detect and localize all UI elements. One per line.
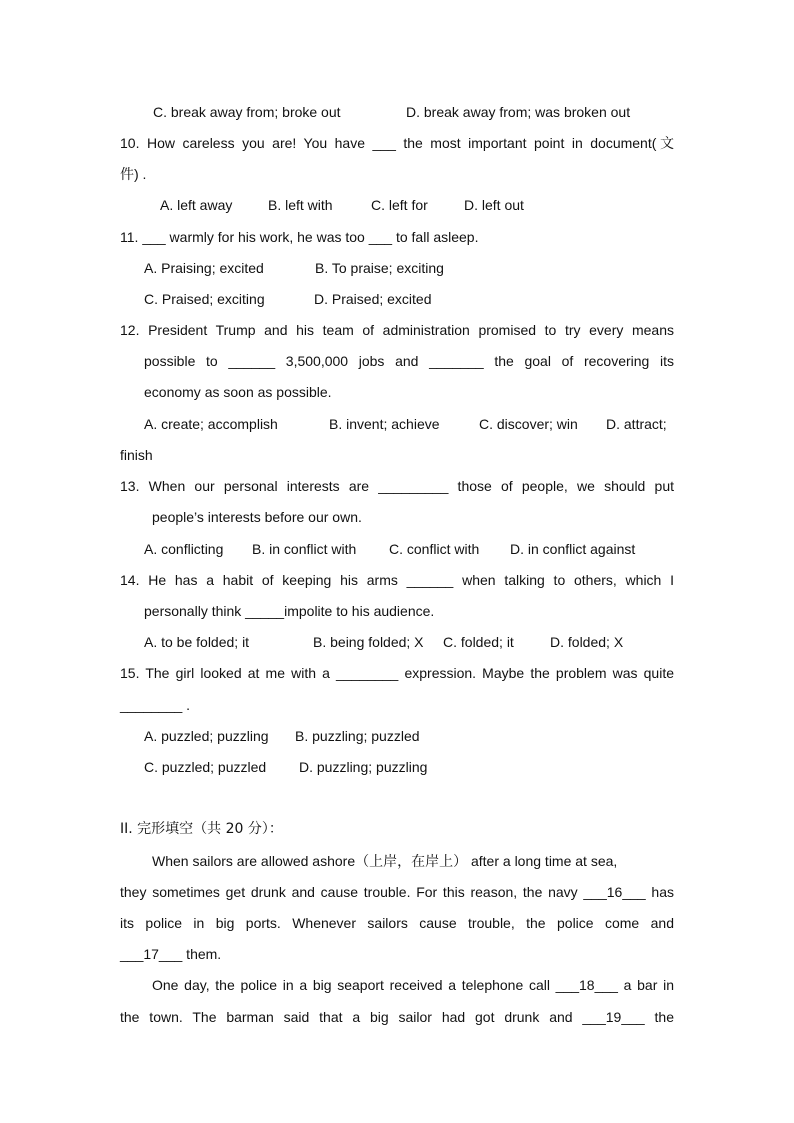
q11-option-d: D. Praised; excited (314, 291, 432, 307)
q14-option-b: B. being folded; X (313, 634, 424, 650)
q14-option-c: C. folded; it (443, 634, 514, 650)
q14-stem-line2: personally think _____impolite to his audience. (144, 603, 435, 619)
q12-option-d: D. attract; (606, 416, 667, 432)
q13-option-c: C. conflict with (389, 541, 480, 557)
q13-option-a: A. conflicting (144, 541, 224, 557)
q10-stem-line1: 10. How careless you are! You have ___ the most important point in document(文 (120, 135, 674, 151)
q10-option-d: D. left out (464, 197, 524, 213)
q10-option-a: A. left away (160, 197, 233, 213)
q12-option-c: C. discover; win (479, 416, 578, 432)
q11-option-a: A. Praising; excited (144, 260, 264, 276)
q12-stem-line3: economy as soon as possible. (144, 384, 332, 400)
q10-option-c: C. left for (371, 197, 428, 213)
q15-option-b: B. puzzling; puzzled (295, 728, 420, 744)
q9-option-d: D. break away from; was broken out (406, 104, 631, 120)
q13-stem-line1: 13. When our personal interests are _________ those of people, we should put (120, 478, 674, 494)
q15-stem-line2: ________ . (120, 697, 191, 713)
q11-stem: 11. ___ warmly for his work, he was too ___ to fall asleep. (120, 229, 479, 245)
q11-option-b: B. To praise; exciting (315, 260, 444, 276)
q12-option-a: A. create; accomplish (144, 416, 278, 432)
passage-line-1: When sailors are allowed ashore（上岸，在岸上） after a long time at sea, (152, 853, 618, 869)
q12-option-d-wrap: finish (120, 447, 153, 463)
q13-option-d: D. in conflict against (510, 541, 636, 557)
q12-stem-line2: possible to ______ 3,500,000 jobs and _______ the goal of recovering its (144, 353, 674, 369)
q15-option-c: C. puzzled; puzzled (144, 759, 267, 775)
passage-line-4: ___17___ them. (120, 946, 222, 962)
q14-stem-line1: 14. He has a habit of keeping his arms ______ when talking to others, which I (120, 572, 674, 588)
q12-option-b: B. invent; achieve (329, 416, 440, 432)
passage-line-2: they sometimes get drunk and cause trouble. For this reason, the navy ___16___ has (120, 884, 674, 900)
q14-option-a: A. to be folded; it (144, 634, 250, 650)
q15-option-d: D. puzzling; puzzling (299, 759, 428, 775)
q15-option-a: A. puzzled; puzzling (144, 728, 269, 744)
q15-stem-line1: 15. The girl looked at me with a ________ expression. Maybe the problem was quite (120, 665, 674, 681)
q14-option-d: D. folded; X (550, 634, 624, 650)
q9-option-c: C. break away from; broke out (153, 104, 341, 120)
q13-stem-line2: people’s interests before our own. (152, 509, 362, 525)
passage-line-5: One day, the police in a big seaport received a telephone call ___18___ a bar in (152, 977, 674, 993)
q10-stem-line2: 件) . (120, 166, 147, 182)
passage-line-3: its police in big ports. Whenever sailors cause trouble, the police come and (120, 915, 674, 931)
q11-option-c: C. Praised; exciting (144, 291, 265, 307)
passage-line-6: the town. The barman said that a big sailor had got drunk and ___19___ the (120, 1009, 674, 1025)
section-2-title: II. 完形填空（共 20 分）： (120, 821, 283, 837)
q12-stem-line1: 12. President Trump and his team of administration promised to try every means (120, 322, 674, 338)
q13-option-b: B. in conflict with (252, 541, 357, 557)
q10-option-b: B. left with (268, 197, 333, 213)
